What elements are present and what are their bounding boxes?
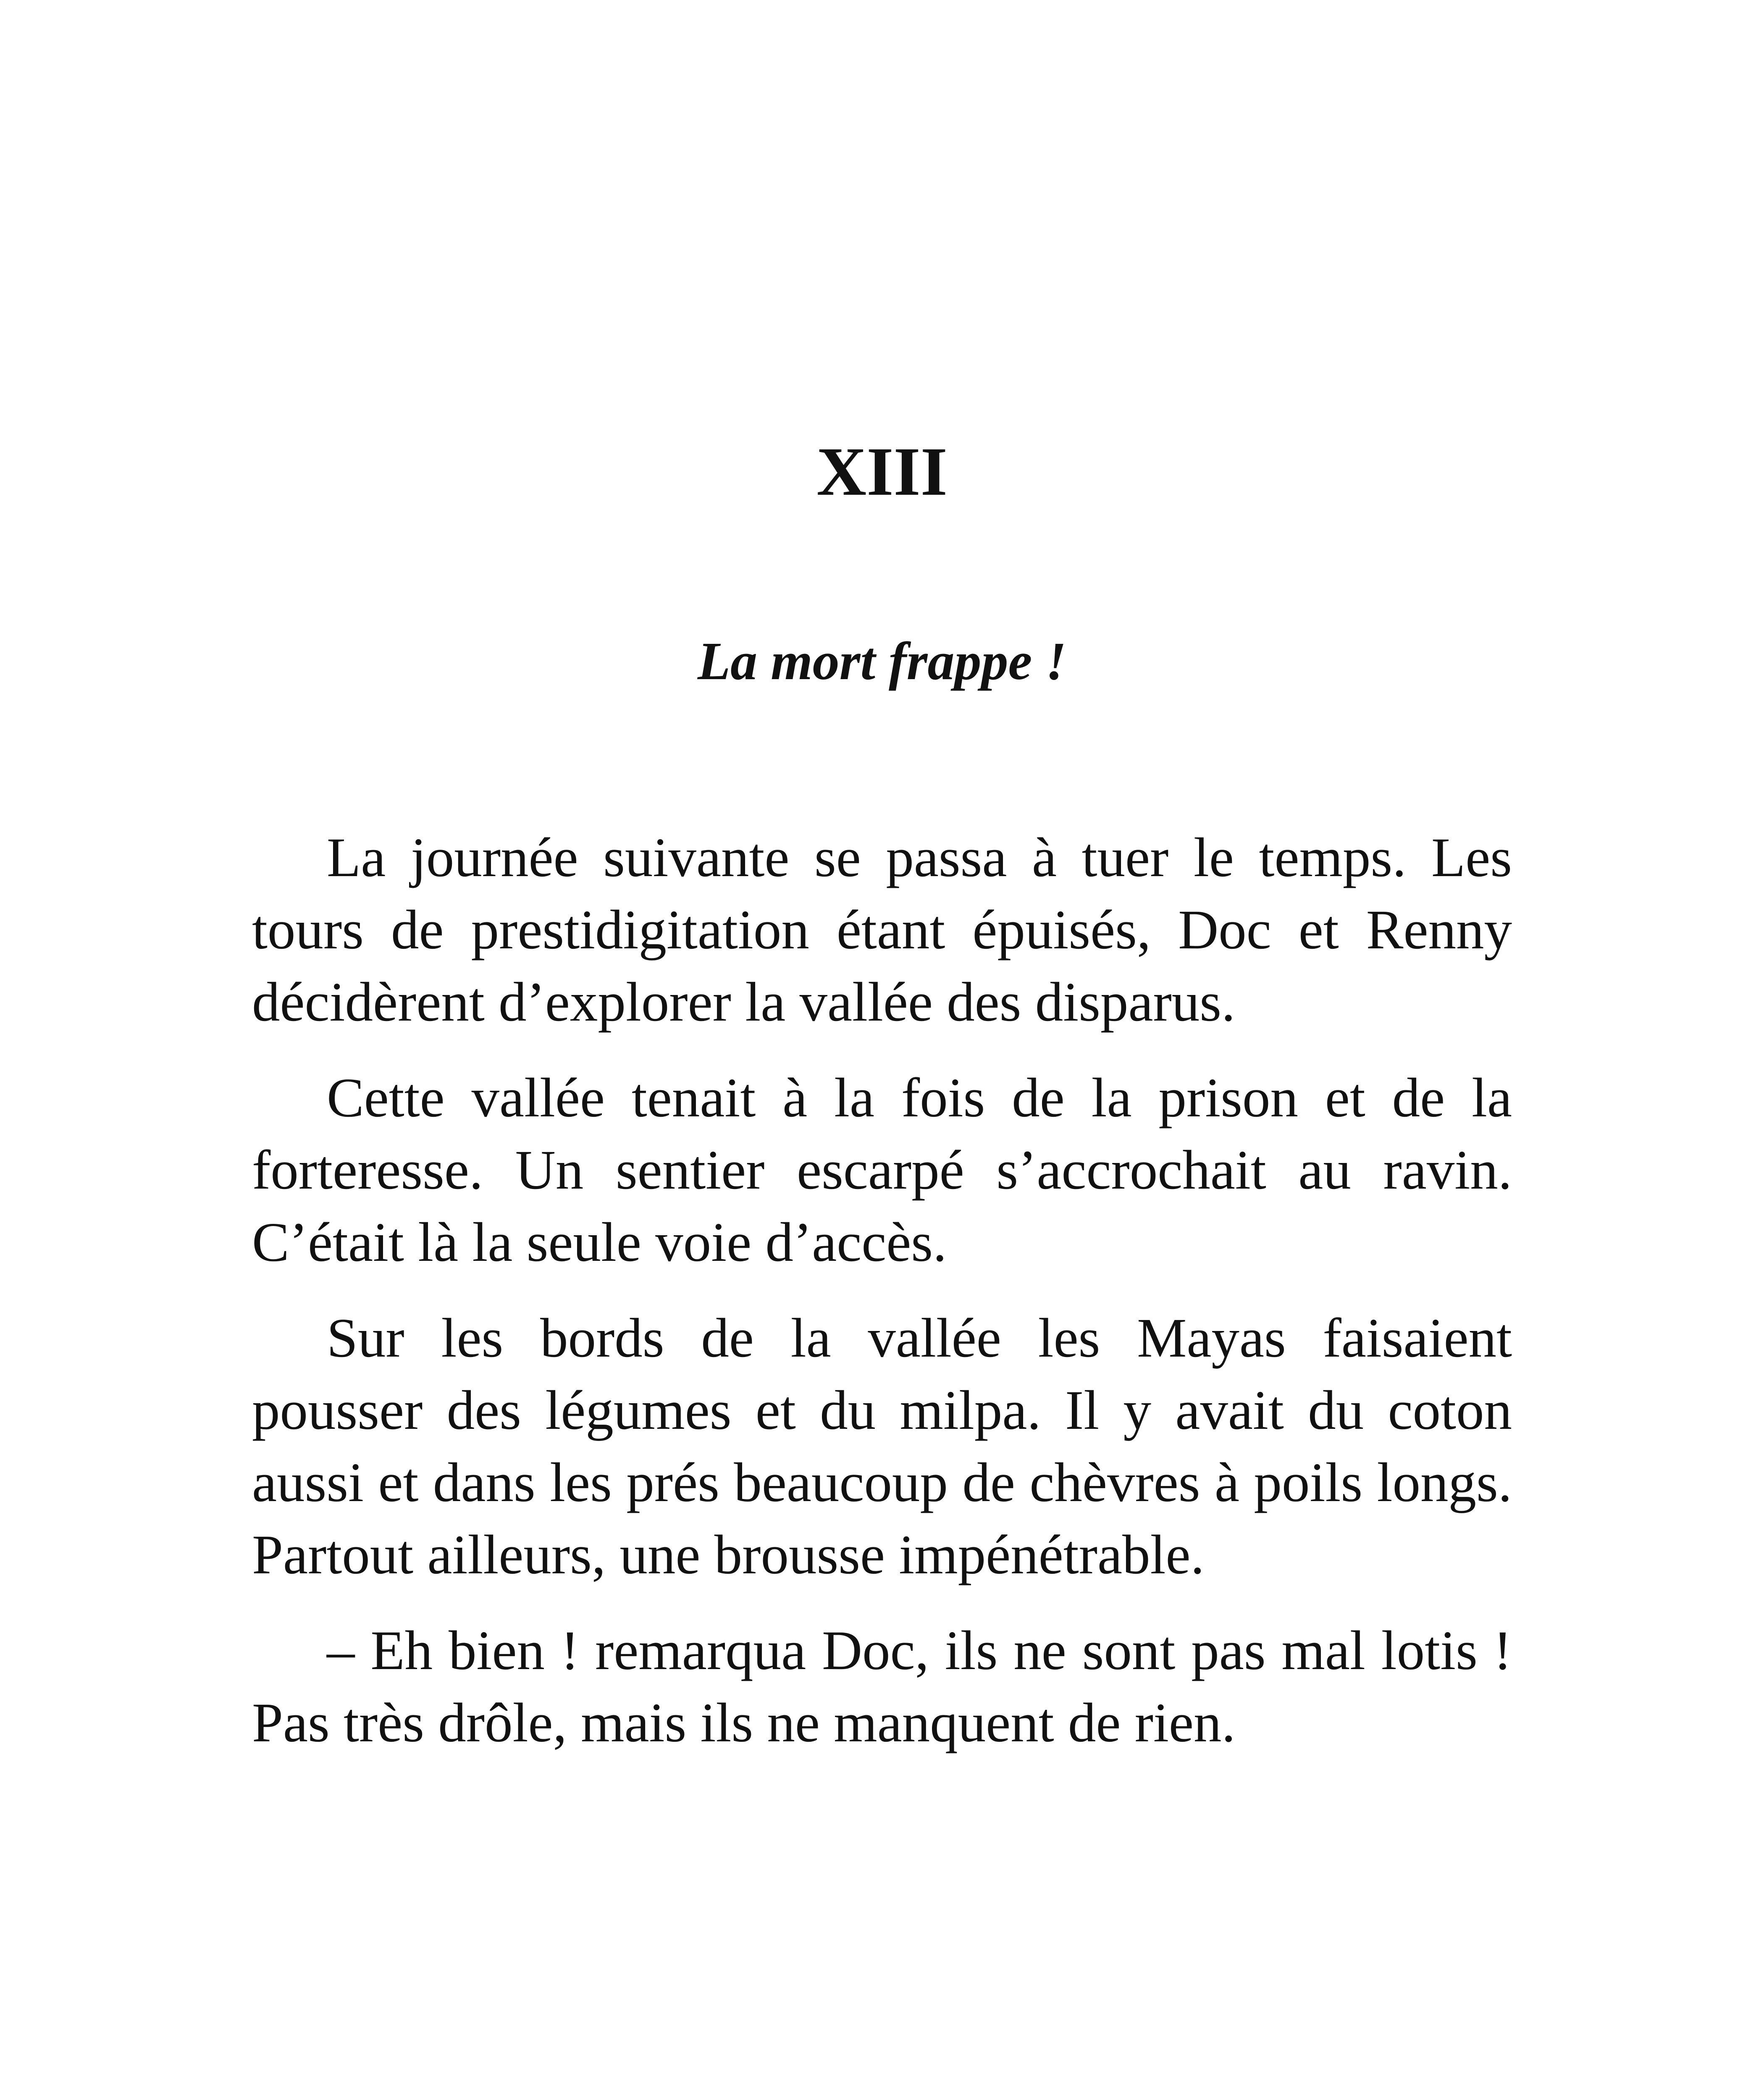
chapter-number: XIII	[816, 433, 948, 510]
paragraph: Sur les bords de la vallée les Mayas faisaient pousser des légumes et du milpa. Il y avait du coton aussi et dans les prés beaucoup de chèvres à poils longs. Partout ailleurs, une brousse impénétrable.	[252, 1307, 1512, 1586]
chapter-title: La mort frappe !	[697, 631, 1067, 691]
body-text	[252, 821, 1512, 1782]
paragraph: La journée suivante se passa à tuer le temps. Les tours de prestidigitation étant épuisés, Doc et Renny décidèrent d’explorer la vallée des disparus.	[252, 826, 1512, 1033]
paragraph: – Eh bien ! remarqua Doc, ils ne sont pas mal lotis ! Pas très drôle, mais ils ne manquent de rien.	[252, 1619, 1512, 1754]
paragraph: Cette vallée tenait à la fois de la prison et de la forteresse. Un sentier escarpé s’accrochait au ravin. C’était là la seule voie d’accès.	[252, 1066, 1512, 1273]
